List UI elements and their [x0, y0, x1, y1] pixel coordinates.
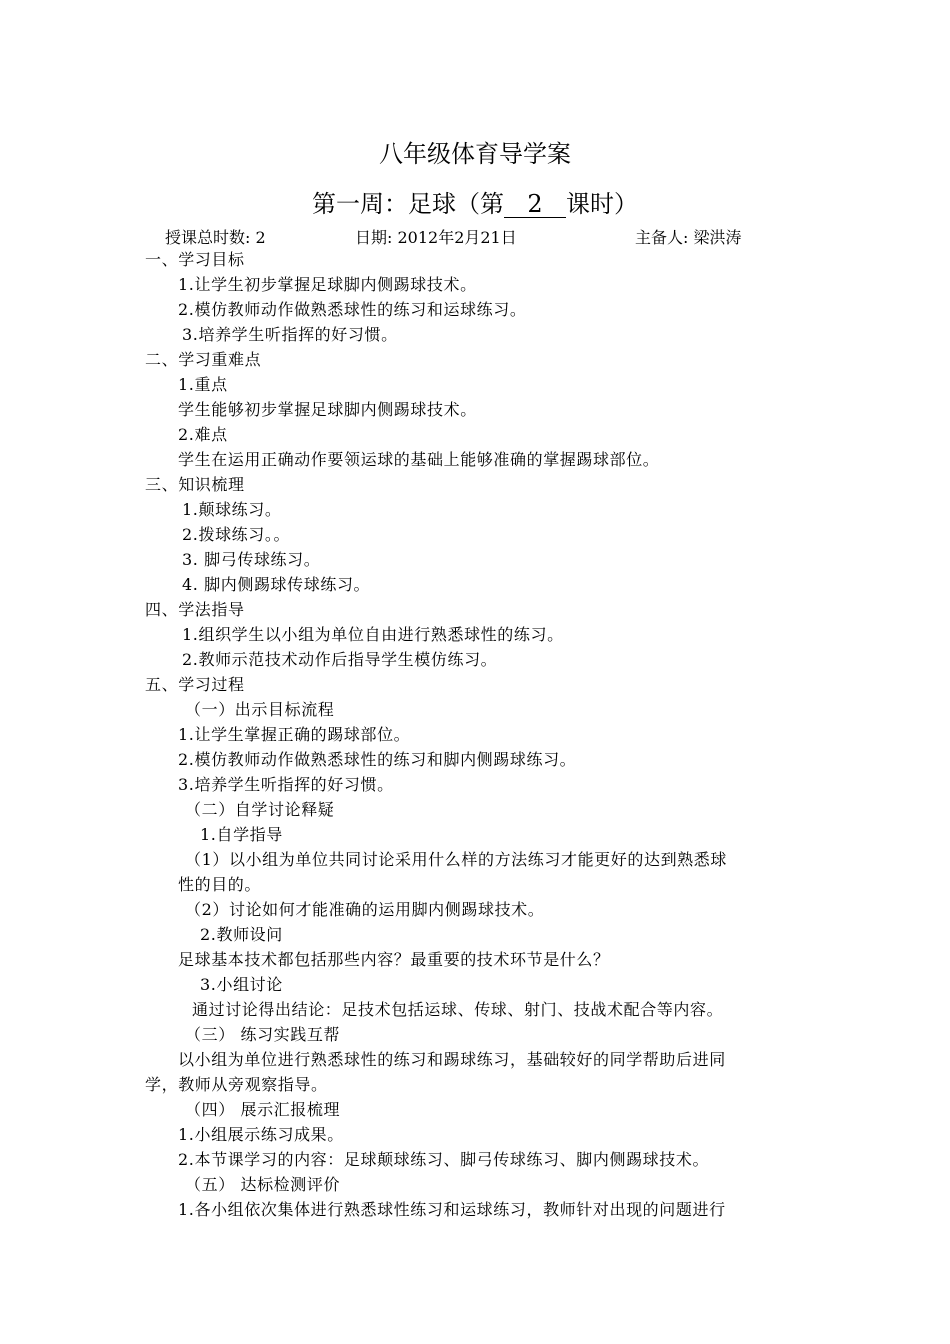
subtitle-suffix: 课时）	[566, 190, 638, 218]
text-line: 2.难点	[178, 425, 228, 444]
section-heading: 二、学习重难点	[145, 350, 262, 369]
text-line: 3.培养学生听指挥的好习惯。	[178, 775, 394, 794]
text-line: 1.小组展示练习成果。	[178, 1125, 344, 1144]
text-line: （一）出示目标流程	[185, 700, 335, 719]
text-line: 2.本节课学习的内容：足球颠球练习、脚弓传球练习、脚内侧踢球技术。	[178, 1150, 710, 1169]
text-line: （2）讨论如何才能准确的运用脚内侧踢球技术。	[185, 900, 545, 919]
text-line: 2.模仿教师动作做熟悉球性的练习和脚内侧踢球练习。	[178, 750, 577, 769]
section-heading: 三、知识梳理	[145, 475, 245, 494]
text-line: 1.自学指导	[200, 825, 283, 844]
text-line: 1.各小组依次集体进行熟悉球性练习和运球练习，教师针对出现的问题进行	[178, 1200, 726, 1219]
lesson-number: 2	[504, 191, 566, 218]
text-line: 足球基本技术都包括那些内容？最重要的技术环节是什么？	[178, 950, 610, 969]
section-heading: 五、学习过程	[145, 675, 245, 694]
text-line: 3. 脚弓传球练习。	[182, 550, 321, 569]
text-line: （二）自学讨论释疑	[185, 800, 335, 819]
lesson-subtitle	[0, 184, 950, 219]
meta-author: 主备人: 梁洪涛	[635, 228, 742, 247]
text-line: 3.小组讨论	[200, 975, 283, 994]
text-line: 4. 脚内侧踢球传球练习。	[182, 575, 371, 594]
text-line: （1）以小组为单位共同讨论采用什么样的方法练习才能更好的达到熟悉球	[185, 850, 727, 869]
text-line: 2.拨球练习。。	[182, 525, 291, 544]
text-line: 以小组为单位进行熟悉球性的练习和踢球练习，基础较好的同学帮助后进同	[178, 1050, 726, 1069]
text-line: 1.重点	[178, 375, 228, 394]
text-line: （五） 达标检测评价	[185, 1175, 341, 1194]
meta-date: 日期: 2012年2月21日	[355, 228, 517, 247]
section-heading: 一、学习目标	[145, 250, 245, 269]
page-title: 八年级体育导学案	[379, 140, 571, 168]
text-line: 1.让学生掌握正确的踢球部位。	[178, 725, 411, 744]
text-line: 2.教师示范技术动作后指导学生模仿练习。	[182, 650, 498, 669]
text-line: 性的目的。	[178, 875, 262, 894]
text-line: 2.教师设问	[200, 925, 283, 944]
meta-hours: 授课总时数: 2	[165, 228, 266, 247]
text-line: 2.模仿教师动作做熟悉球性的练习和运球练习。	[178, 300, 527, 319]
text-line: 学生能够初步掌握足球脚内侧踢球技术。	[178, 400, 477, 419]
text-line: 1.颠球练习。	[182, 500, 282, 519]
text-line: 学，教师从旁观察指导。	[145, 1075, 328, 1094]
text-line: 通过讨论得出结论：足技术包括运球、传球、射门、技战术配合等内容。	[192, 1000, 724, 1019]
text-line: 1.让学生初步掌握足球脚内侧踢球技术。	[178, 275, 477, 294]
text-line: （四） 展示汇报梳理	[185, 1100, 341, 1119]
section-heading: 四、学法指导	[145, 600, 245, 619]
text-line: 1.组织学生以小组为单位自由进行熟悉球性的练习。	[182, 625, 564, 644]
subtitle-prefix: 第一周：足球（第	[312, 190, 504, 218]
text-line: 学生在运用正确动作要领运球的基础上能够准确的掌握踢球部位。	[178, 450, 660, 469]
text-line: 3.培养学生听指挥的好习惯。	[182, 325, 398, 344]
text-line: （三） 练习实践互帮	[185, 1025, 341, 1044]
